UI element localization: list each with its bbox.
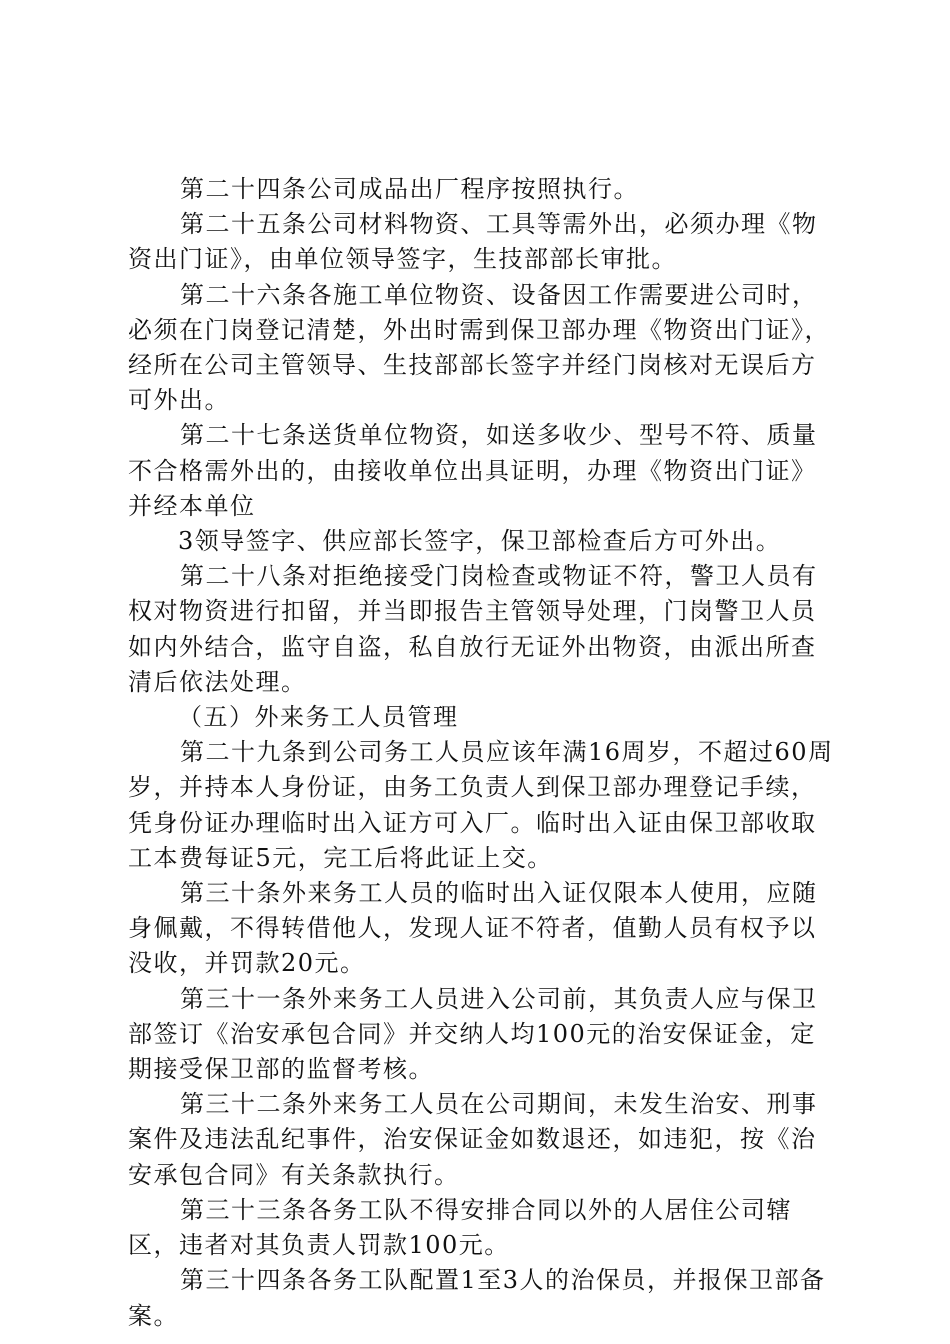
article-27: 第二十七条送货单位物资，如送多收少、型号不符、质量不合格需外出的，由接收单位出具证明，办理《物资出门证》并经本单位: [128, 421, 818, 520]
article-28: 第二十八条对拒绝接受门岗检查或物证不符，警卫人员有权对物资进行扣留，并当即报告主管领导处理，门岗警卫人员如内外结合，监守自盗，私自放行无证外出物资，由派出所查清后依法处理。: [128, 562, 818, 696]
article-27-continuation: 3领导签字、供应部长签字，保卫部检查后方可外出。: [178, 527, 782, 556]
article-31: 第三十一条外来务工人员进入公司前，其负责人应与保卫部签订《治安承包合同》并交纳人均100元的治安保证金，定期接受保卫部的监督考核。: [128, 984, 818, 1084]
article-32: 第三十二条外来务工人员在公司期间，未发生治安、刑事案件及违法乱纪事件，治安保证金如数退还，如违犯，按《治安承包合同》有关条款执行。: [128, 1090, 818, 1189]
article-30: 第三十条外来务工人员的临时出入证仅限本人使用，应随身佩戴，不得转借他人，发现人证不符者，值勤人员有权予以没收，并罚款20元。: [128, 879, 818, 978]
article-33: 第三十三条各务工队不得安排合同以外的人居住公司辖区，违者对其负责人罚款100元。: [128, 1195, 792, 1260]
article-34: 第三十四条各务工队配置1至3人的治保员，并报保卫部备案。: [128, 1266, 826, 1330]
document-body: [128, 172, 840, 1334]
article-29: 第二十九条到公司务工人员应该年满16周岁，不超过60周岁，并持本人身份证，由务工负责人到保卫部办理登记手续，凭身份证办理临时出入证方可入厂。临时出入证由保卫部收取工本费每证5元，完工后将此证上交。: [128, 738, 834, 872]
section-heading: （五）外来务工人员管理: [178, 703, 459, 732]
article-26: 第二十六条各施工单位物资、设备因工作需要进公司时，必须在门岗登记清楚，外出时需到保卫部办理《物资出门证》，经所在公司主管领导、生技部部长签字并经门岗核对无误后方可外出。: [128, 280, 830, 415]
article-24: 第二十四条公司成品出厂程序按照执行。: [180, 175, 639, 203]
article-25: 第二十五条公司材料物资、工具等需外出，必须办理《物资出门证》，由单位领导签字，生技部部长审批。: [128, 210, 818, 274]
